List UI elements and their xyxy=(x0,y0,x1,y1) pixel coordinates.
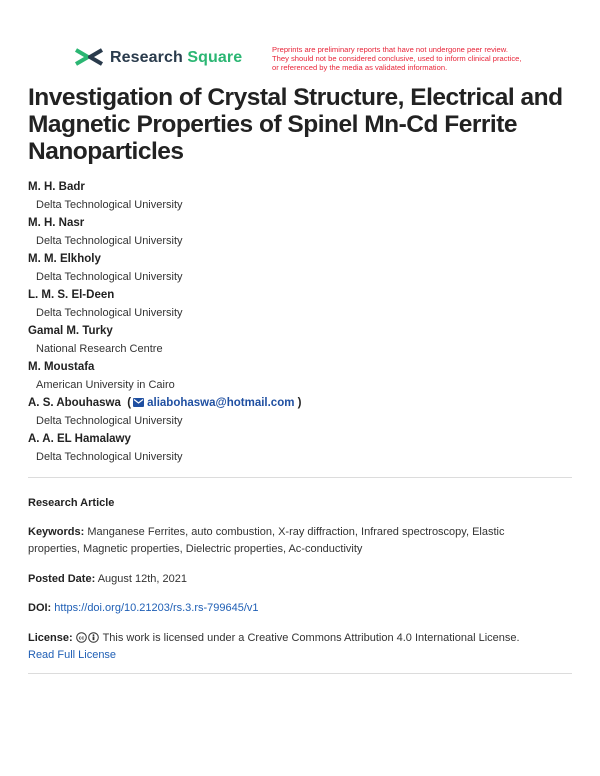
license-text: This work is licensed under a Creative Commons Attribution 4.0 International License. xyxy=(102,632,520,644)
preprint-disclaimer xyxy=(272,46,542,72)
author-entry xyxy=(28,360,568,396)
logo-wordmark: Research Square xyxy=(110,49,243,66)
author-entry xyxy=(28,396,568,432)
author-affiliation: Delta Technological University xyxy=(36,271,183,283)
article-type xyxy=(28,495,568,512)
author-name: M. H. Badr xyxy=(28,181,85,193)
research-square-logo-icon xyxy=(74,46,104,70)
author-name: M. Moustafa xyxy=(28,361,95,373)
disclaimer-line: They should not be considered conclusive, used to inform clinical practice, xyxy=(272,53,522,63)
license-label: License: xyxy=(28,632,73,644)
author-entry xyxy=(28,180,568,216)
author-affiliation: Delta Technological University xyxy=(36,235,183,247)
author-name: L. M. S. El-Deen xyxy=(28,289,115,301)
author-affiliation: American University in Cairo xyxy=(36,379,175,391)
author-name: A. A. EL Hamalawy xyxy=(28,433,131,445)
disclaimer-line: Preprints are preliminary reports that have not undergone peer review. xyxy=(272,45,508,54)
title-line: Nanoparticles xyxy=(28,138,184,165)
author-email-link[interactable]: aliabohaswa@hotmail.com xyxy=(147,397,295,409)
read-full-license-link[interactable]: Read Full License xyxy=(28,649,117,661)
author-name: A. S. Abouhaswa xyxy=(28,397,121,409)
author-affiliation: Delta Technological University xyxy=(36,451,183,463)
disclaimer-line: or referenced by the media as validated information. xyxy=(272,62,448,72)
author-name-with-email: A. S. Abouhaswa ( aliabohaswa@hotmail.com ) xyxy=(28,397,302,409)
keywords-text-continued: properties, Magnetic properties, Dielectric properties, Ac-conductivity xyxy=(28,543,363,555)
author-name: M. M. Elkholy xyxy=(28,253,101,265)
doi-label: DOI: xyxy=(28,602,52,614)
divider xyxy=(28,477,572,478)
posted-date-section xyxy=(28,571,568,588)
keywords-section xyxy=(28,524,568,558)
author-name: M. H. Nasr xyxy=(28,217,85,229)
svg-text:cc: cc xyxy=(78,635,84,642)
mail-icon xyxy=(133,398,144,407)
research-square-logo[interactable] xyxy=(74,46,242,70)
by-icon xyxy=(88,632,99,643)
author-entry xyxy=(28,252,568,288)
author-list xyxy=(28,180,568,468)
author-entry xyxy=(28,324,568,360)
author-entry xyxy=(28,288,568,324)
article-type-label: Research Article xyxy=(28,497,115,509)
posted-date-value: August 12th, 2021 xyxy=(97,573,187,585)
author-entry xyxy=(28,216,568,252)
keywords-text: Manganese Ferrites, auto combustion, X-ray diffraction, Infrared spectroscopy, Elastic xyxy=(87,526,505,538)
keywords-label: Keywords: xyxy=(28,526,85,538)
author-affiliation: Delta Technological University xyxy=(36,307,183,319)
author-affiliation: National Research Centre xyxy=(36,343,163,355)
doi-link[interactable]: https://doi.org/10.21203/rs.3.rs-799645/v1 xyxy=(54,602,259,614)
license-section xyxy=(28,630,568,664)
title-line: Investigation of Crystal Structure, Electrical and xyxy=(28,84,563,111)
divider xyxy=(28,673,572,674)
author-affiliation: Delta Technological University xyxy=(36,199,183,211)
author-affiliation: Delta Technological University xyxy=(36,415,183,427)
title-line: Magnetic Properties of Spinel Mn-Cd Ferrite xyxy=(28,111,517,138)
page-header xyxy=(74,46,554,74)
paper-title xyxy=(28,84,568,165)
cc-icon xyxy=(76,632,87,643)
doi-section xyxy=(28,600,568,617)
posted-date-label: Posted Date: xyxy=(28,573,96,585)
author-entry xyxy=(28,432,568,468)
author-name: Gamal M. Turky xyxy=(28,325,113,337)
